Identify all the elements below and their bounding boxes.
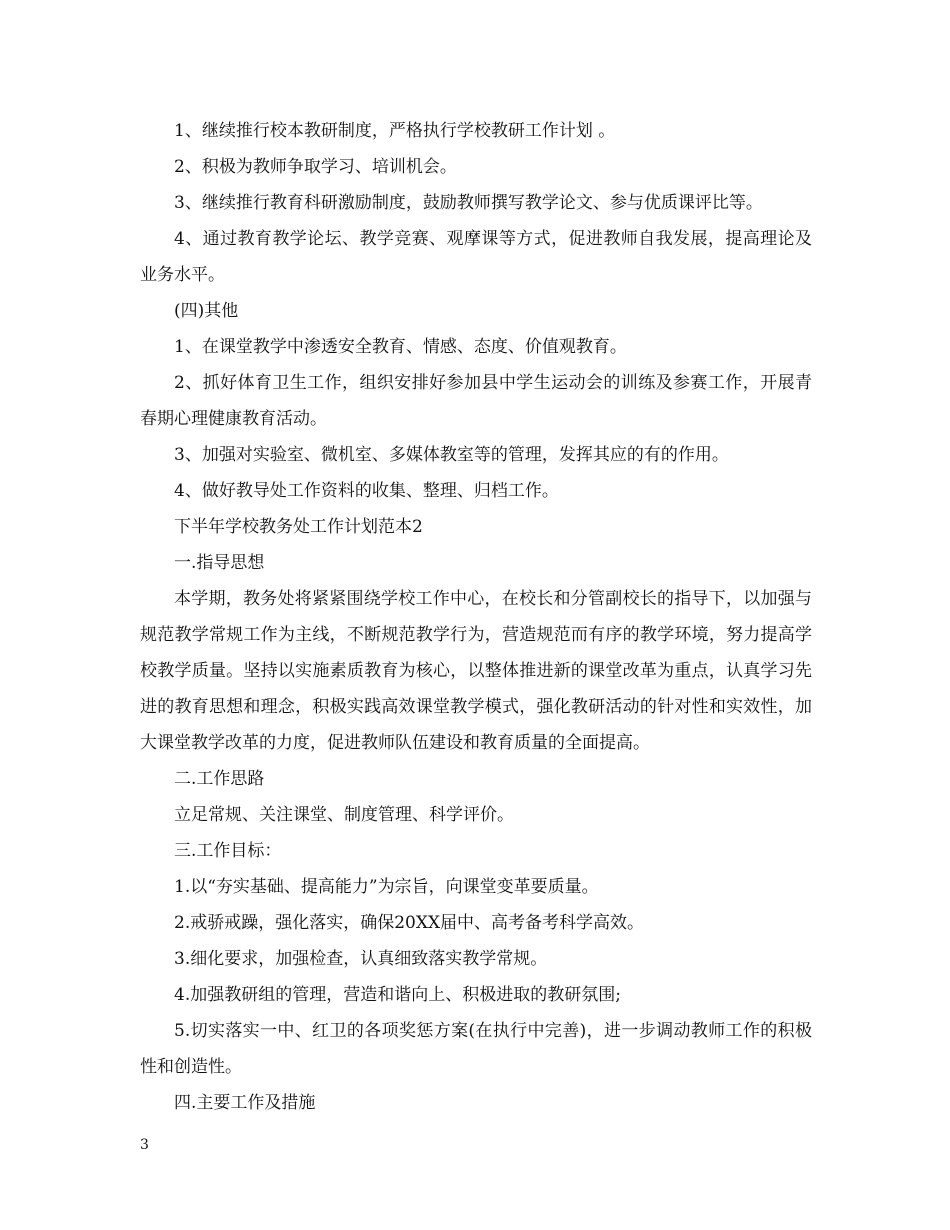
paragraph: 4、通过教育教学论坛、教学竞赛、观摩课等方式，促进教师自我发展，提高理论及业务水平。 <box>140 229 812 285</box>
list-item: 4.加强教研组的管理，营造和谐向上、积极进取的教研氛围; <box>174 985 621 1005</box>
paragraph: 立足常规、关注课堂、制度管理、科学评价。 <box>174 805 514 825</box>
paragraph: 1、继续推行校本教研制度，严格执行学校教研工作计划 。 <box>174 121 616 141</box>
paragraph: 4、做好教导处工作资料的收集、整理、归档工作。 <box>174 481 559 501</box>
paragraph: 3、继续推行教育科研激励制度，鼓励教师撰写教学论文、参与优质课评比等。 <box>174 193 763 213</box>
page-number: 3 <box>140 1137 149 1153</box>
list-item: 3.细化要求，加强检查，认真细致落实教学常规。 <box>174 949 548 969</box>
list-item: 5.切实落实一中、红卫的各项奖惩方案(在执行中完善)，进一步调动教师工作的积极性和创造性。 <box>140 1021 812 1077</box>
section-heading: (四)其他 <box>174 301 239 321</box>
section-heading: 二.工作思路 <box>174 769 265 789</box>
section-heading: 三.工作目标： <box>174 841 282 861</box>
paragraph: 1、在课堂教学中渗透安全教育、情感、态度、价值观教育。 <box>174 337 627 357</box>
document-body <box>140 113 812 1121</box>
list-item: 2.戒骄戒躁，强化落实，确保20XX届中、高考备考科学高效。 <box>174 913 645 933</box>
document-subtitle: 下半年学校教务处工作计划范本2 <box>174 517 423 537</box>
list-item: 1.以“夯实基础、提高能力”为宗旨，向课堂变革要质量。 <box>174 877 599 897</box>
paragraph: 3、加强对实验室、微机室、多媒体教室等的管理，发挥其应的有的作用。 <box>174 445 729 465</box>
paragraph: 2、积极为教师争取学习、培训机会。 <box>174 157 457 177</box>
paragraph: 2、抓好体育卫生工作，组织安排好参加县中学生运动会的训练及参赛工作，开展青春期心理健康教育活动。 <box>140 373 812 429</box>
paragraph: 本学期，教务处将紧紧围绕学校工作中心，在校长和分管副校长的指导下，以加强与规范教学常规工作为主线，不断规范教学行为，营造规范而有序的教学环境，努力提高学校教学质量。坚持以实施素质教育为核心，以整体推进新的课堂改革为重点，认真学习先进的教育思想和理念，积极实践高效课堂教学模式，强化教研活动的针对性和实效性，加大课堂教学改革的力度，促进教师队伍建设和教育质量的全面提高。 <box>140 589 812 753</box>
section-heading: 四.主要工作及措施 <box>174 1093 316 1113</box>
section-heading: 一.指导思想 <box>174 553 265 573</box>
